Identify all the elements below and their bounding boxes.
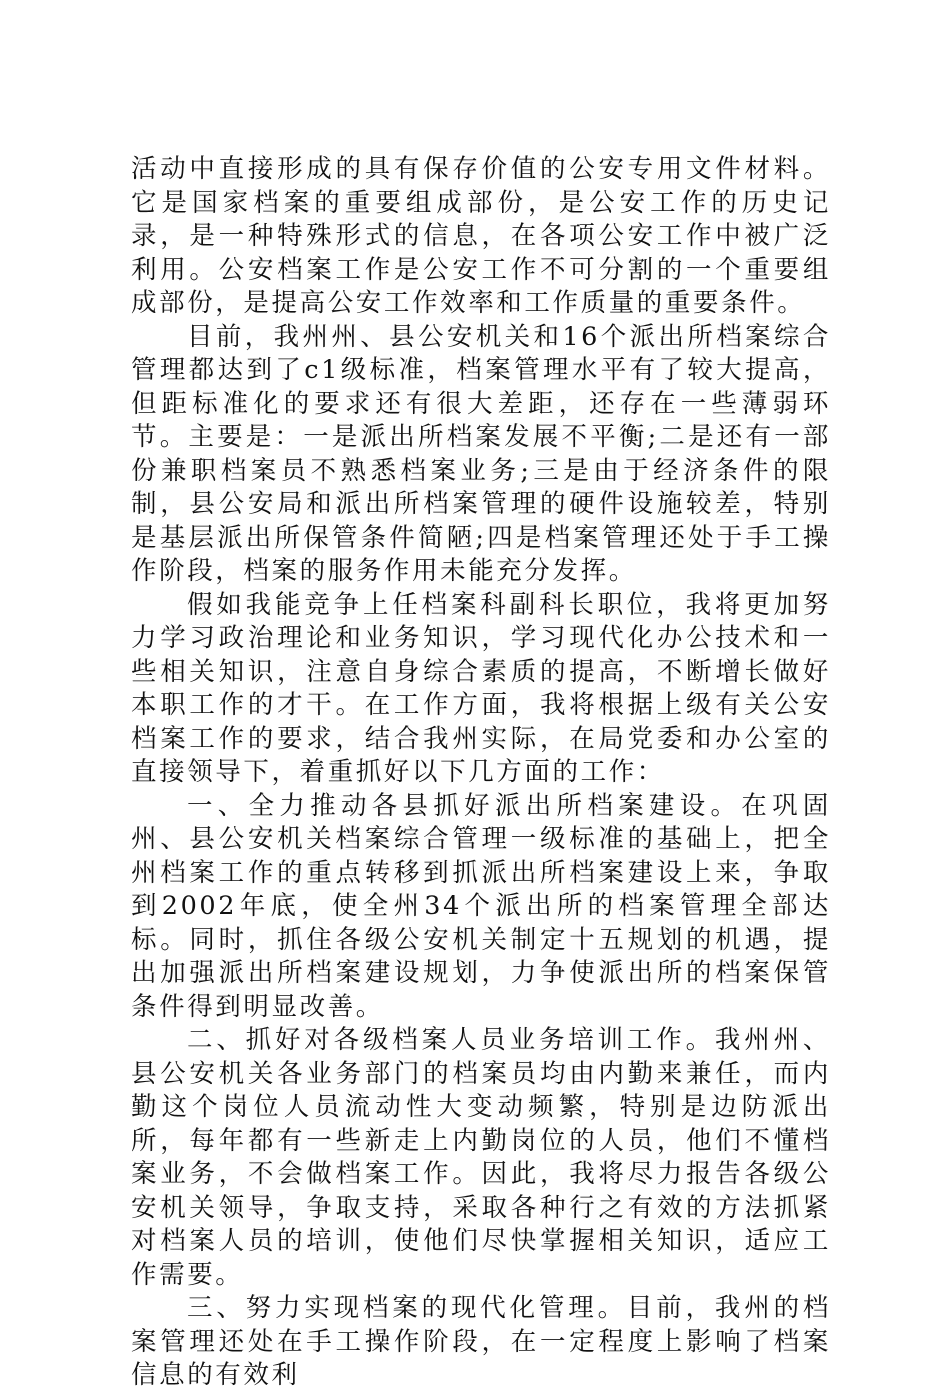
paragraph-1: 活动中直接形成的具有保存价值的公安专用文件材料。它是国家档案的重要组成部份，是公安工作的历史记录，是一种特殊形式的信息，在各项公安工作中被广泛利用。公安档案工作是公安工作不可分割的一个重要组成部份，是提高公安工作效率和工作质量的重要条件。 (131, 154, 831, 318)
document-body (131, 153, 831, 1393)
paragraph-2: 目前，我州州、县公安机关和16个派出所档案综合管理都达到了c1级标准，档案管理水平有了较大提高，但距标准化的要求还有很大差距，还存在一些薄弱环节。主要是：一是派出所档案发展不平衡;二是还有一部份兼职档案员不熟悉档案业务;三是由于经济条件的限制，县公安局和派出所档案管理的硬件设施较差，特别是基层派出所保管条件简陋;四是档案管理还处于手工操作阶段，档案的服务作用未能充分发挥。 (131, 321, 831, 586)
paragraph-6: 三、努力实现档案的现代化管理。目前，我州的档案管理还处在手工操作阶段，在一定程度上影响了档案信息的有效利 (131, 1293, 831, 1390)
paragraph-3: 假如我能竞争上任档案科副科长职位，我将更加努力学习政治理论和业务知识，学习现代化办公技术和一些相关知识，注意自身综合素质的提高，不断增长做好本职工作的才干。在工作方面，我将根据上级有关公安档案工作的要求，结合我州实际，在局党委和办公室的直接领导下，着重抓好以下几方面的工作： (131, 589, 831, 787)
paragraph-4: 一、全力推动各县抓好派出所档案建设。在巩固州、县公安机关档案综合管理一级标准的基础上，把全州档案工作的重点转移到抓派出所档案建设上来，争取到2002年底，使全州34个派出所的档案管理全部达标。同时，抓住各级公安机关制定十五规划的机遇，提出加强派出所档案建设规划，力争使派出所的档案保管条件得到明显改善。 (131, 790, 831, 1022)
paragraph-5: 二、抓好对各级档案人员业务培训工作。我州州、县公安机关各业务部门的档案员均由内勤来兼任，而内勤这个岗位人员流动性大变动频繁，特别是边防派出所，每年都有一些新走上内勤岗位的人员，他们不懂档案业务，不会做档案工作。因此，我将尽力报告各级公安机关领导，争取支持，采取各种行之有效的方法抓紧对档案人员的培训，使他们尽快掌握相关知识，适应工作需要。 (131, 1025, 831, 1290)
